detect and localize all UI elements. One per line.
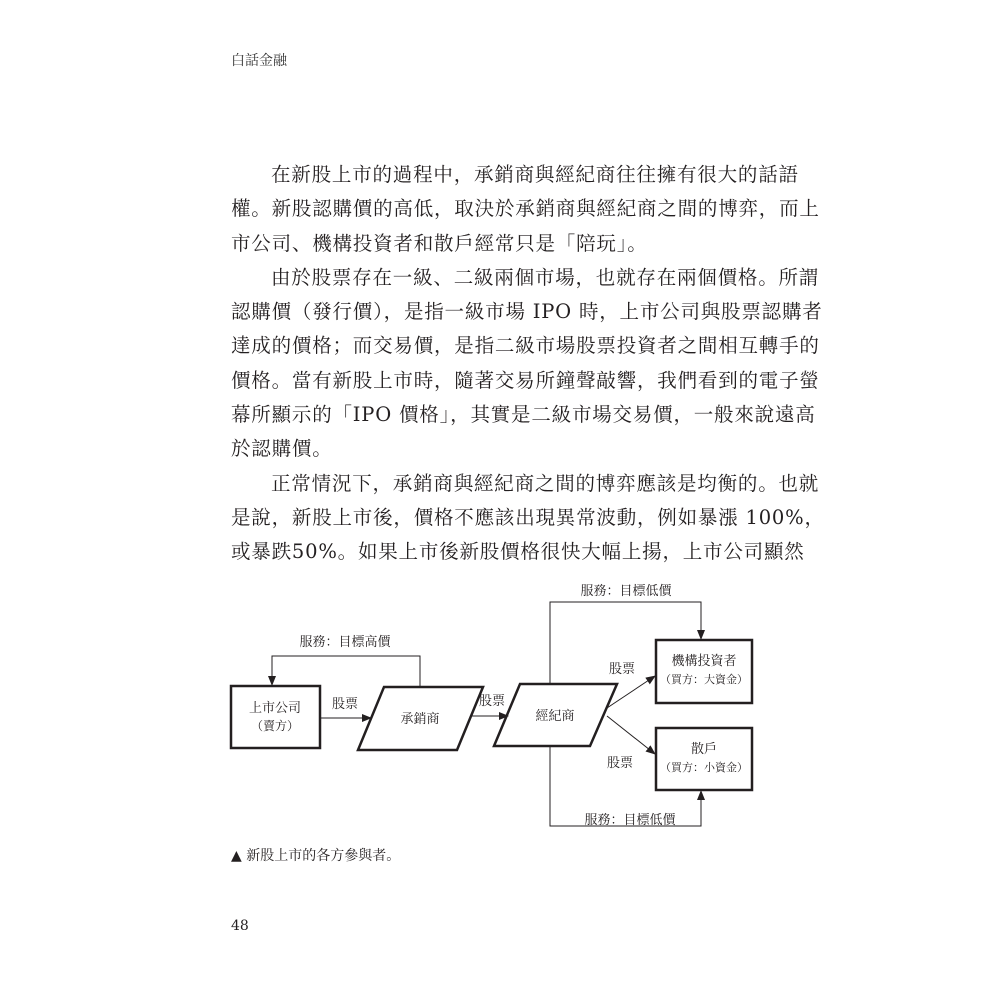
text-line: 由於股票存在一級、二級兩個市場，也就存在兩個價格。所謂 bbox=[271, 265, 820, 289]
running-header: 白話金融 bbox=[231, 53, 287, 69]
text-line: 市公司、機構投資者和散戶經常只是「陪玩」。 bbox=[231, 231, 648, 255]
text-line: 在新股上市的過程中，承銷商與經紀商往往擁有很大的話語 bbox=[271, 163, 799, 186]
arrow-broker-retail bbox=[607, 716, 655, 754]
arrow-underwriter-service bbox=[272, 656, 420, 687]
text-line: 權。新股認購價的高低，取決於承銷商與經紀商之間的博弈，而上 bbox=[231, 197, 820, 221]
issuer-box bbox=[231, 686, 320, 748]
text-line: 或暴跌50%。如果上市後新股價格很快大幅上揚，上市公司顯然 bbox=[231, 540, 805, 564]
text-line: 於認購價。 bbox=[231, 437, 333, 461]
retail-role: （買方：小資金） bbox=[660, 761, 748, 774]
broker-service-retail-label: 服務：目標低價 bbox=[584, 813, 676, 828]
retail-box bbox=[656, 728, 752, 790]
edge-label-stock: 股票 bbox=[331, 697, 359, 712]
text-line: 認購價（發行價），是指一級市場 IPO 時，上市公司與股票認購者 bbox=[231, 300, 823, 324]
text-line: 達成的價格；而交易價，是指二級市場股票投資者之間相互轉手的 bbox=[231, 334, 820, 358]
institutional-box bbox=[656, 640, 752, 703]
broker-service-institutional-label: 服務：目標低價 bbox=[580, 584, 672, 599]
issuer-role: （賣方） bbox=[250, 719, 300, 733]
institutional-role: （買方：大資金） bbox=[660, 673, 748, 686]
figure-caption: ▲ 新股上市的各方參與者。 bbox=[231, 848, 401, 864]
institutional-label: 機構投資者 bbox=[671, 654, 737, 669]
underwriter-label: 承銷商 bbox=[400, 712, 440, 727]
issuer-label: 上市公司 bbox=[248, 701, 302, 716]
broker-label: 經紀商 bbox=[535, 709, 575, 724]
page-number: 48 bbox=[231, 918, 249, 934]
text-line: 價格。當有新股上市時，隨著交易所鐘聲敲響，我們看到的電子螢 bbox=[231, 368, 820, 392]
edge-label-stock: 股票 bbox=[478, 694, 506, 709]
text-line: 是說，新股上市後，價格不應該出現異常波動，例如暴漲 100%， bbox=[231, 505, 825, 529]
text-line: 幕所顯示的「IPO 價格」，其實是二級市場交易價，一般來說遠高 bbox=[231, 403, 816, 427]
edge-label-stock: 股票 bbox=[606, 756, 634, 771]
retail-label: 散戶 bbox=[690, 742, 718, 757]
text-line: 正常情況下，承銷商與經紀商之間的博弈應該是均衡的。也就 bbox=[271, 471, 820, 495]
underwriter-service-label: 服務：目標高價 bbox=[299, 635, 391, 650]
edge-label-stock: 股票 bbox=[608, 662, 636, 677]
